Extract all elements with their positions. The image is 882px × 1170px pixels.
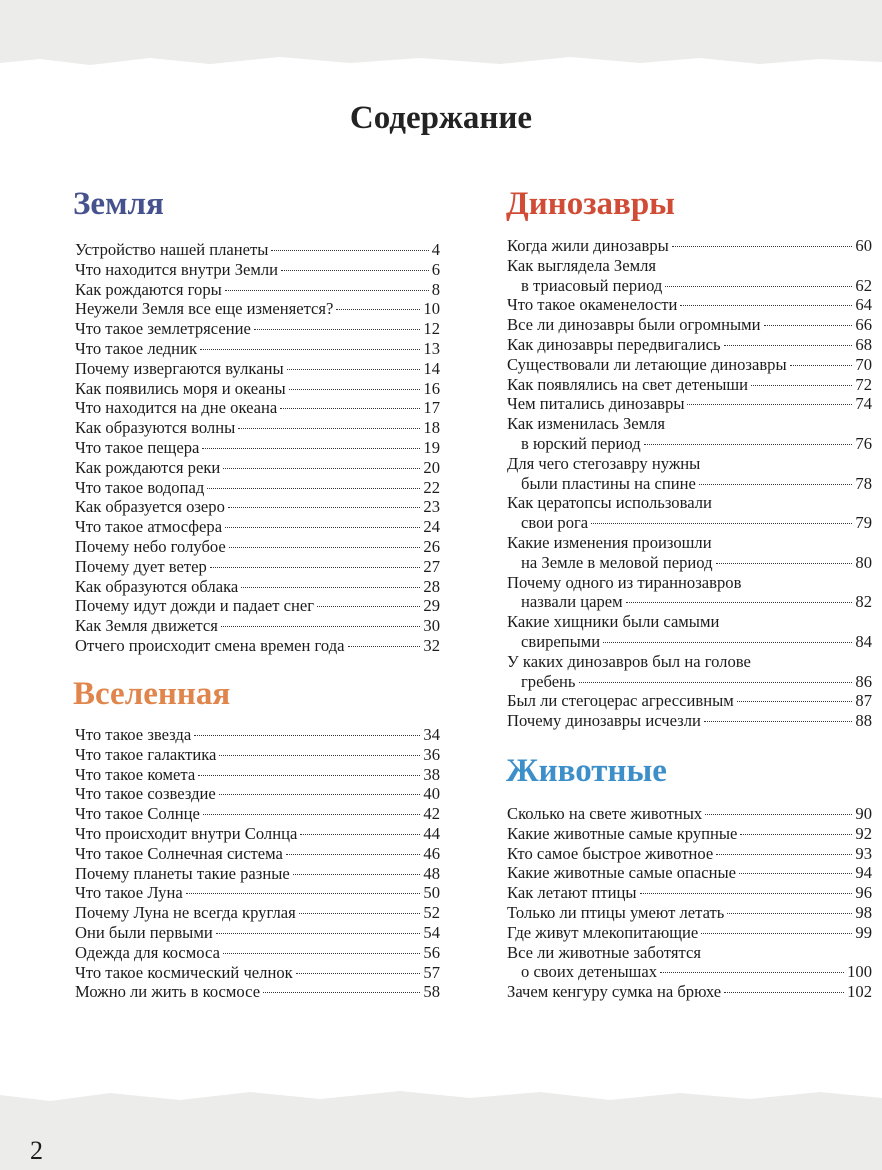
- dot-leader: [672, 246, 853, 247]
- toc-entry-title: Что такое землетрясение: [75, 319, 251, 339]
- toc-entry-title: Как появлялись на свет детеныши: [507, 374, 749, 394]
- toc-entry: [75, 438, 440, 458]
- dot-leader: [221, 626, 421, 627]
- toc-entry: [507, 335, 872, 355]
- toc-entry: [75, 725, 440, 745]
- toc-entry-page: 28: [423, 576, 440, 596]
- toc-entry: [75, 765, 440, 785]
- dot-leader: [207, 488, 420, 489]
- toc-entry-page: 92: [855, 823, 872, 843]
- dot-leader: [687, 404, 852, 405]
- section-heading-vselennaya: Вселенная: [73, 676, 231, 712]
- toc-entry-continuation: [507, 513, 872, 533]
- dot-leader: [716, 563, 853, 564]
- toc-entry-page: 27: [423, 556, 440, 576]
- dot-leader: [640, 893, 853, 894]
- toc-entry-title: Как рождаются горы: [75, 279, 222, 299]
- toc-entry-page: 17: [423, 398, 440, 418]
- toc-entry: [75, 537, 440, 557]
- toc-list-vselennaya: [75, 725, 440, 1002]
- toc-entry-page: 14: [423, 358, 440, 378]
- dot-leader: [724, 345, 853, 346]
- toc-entry-title-cont: свои рога: [521, 513, 589, 533]
- section-heading-dinozavry: Динозавры: [506, 186, 675, 222]
- toc-entry-page: 32: [423, 635, 440, 655]
- toc-entry-title: Отчего происходит смена времен года: [75, 635, 345, 655]
- toc-entry: [75, 359, 440, 379]
- toc-entry-title: Какие изменения произошли: [507, 532, 712, 552]
- toc-entry: [75, 319, 440, 339]
- dot-leader: [202, 448, 420, 449]
- toc-entry: [75, 903, 440, 923]
- dot-leader: [317, 606, 420, 607]
- page-title: Содержание: [349, 100, 533, 136]
- toc-entry-page: 72: [855, 374, 872, 394]
- toc-entry-page: 24: [423, 517, 440, 537]
- toc-entry: [75, 784, 440, 804]
- dot-leader: [186, 893, 421, 894]
- dot-leader: [300, 834, 420, 835]
- toc-entry-title: Почему идут дожди и падает снег: [75, 596, 315, 616]
- toc-entry-title: Что такое ледник: [75, 338, 198, 358]
- toc-entry: [507, 982, 872, 1002]
- toc-entry-title-cont: гребень: [521, 671, 576, 691]
- toc-entry-page: 62: [855, 275, 872, 295]
- toc-entry-title: Все ли животные заботятся: [507, 942, 701, 962]
- toc-entry-page: 4: [431, 240, 440, 259]
- toc-entry-page: 22: [423, 477, 440, 497]
- dot-leader: [751, 385, 852, 386]
- toc-entry: [507, 295, 872, 315]
- toc-entry-page: 46: [423, 843, 440, 863]
- toc-entry-title: Устройство нашей планеты: [75, 240, 269, 259]
- toc-entry-page: 6: [431, 259, 440, 279]
- toc-entry-title: Что такое водопад: [75, 477, 205, 497]
- toc-entry: [507, 394, 872, 414]
- toc-entry-page: 100: [847, 962, 872, 982]
- toc-entry-title-cont: назвали царем: [521, 592, 623, 612]
- dot-leader: [223, 468, 420, 469]
- dot-leader: [219, 794, 421, 795]
- toc-entry-page: 64: [855, 295, 872, 315]
- toc-entry-page: 57: [423, 962, 440, 982]
- toc-entry-title: Как выглядела Земля: [507, 255, 656, 275]
- toc-entry: [507, 454, 872, 494]
- toc-entry-page: 78: [855, 473, 872, 493]
- toc-entry: [507, 863, 872, 883]
- dot-leader: [203, 814, 421, 815]
- toc-entry-title: Зачем кенгуру сумка на брюхе: [507, 982, 722, 1002]
- toc-entry: [75, 418, 440, 438]
- toc-entry-title: Что такое комета: [75, 764, 196, 784]
- toc-entry-title: Был ли стегоцерас агрессивным: [507, 691, 734, 711]
- toc-entry-page: 102: [847, 982, 872, 1002]
- toc-entry-title: Что такое Солнечная система: [75, 843, 283, 863]
- toc-entry: [75, 458, 440, 478]
- toc-entry-title: Почему небо голубое: [75, 536, 226, 556]
- toc-entry-page: 66: [855, 315, 872, 335]
- toc-entry-title-cont: в юрский период: [521, 433, 641, 453]
- toc-entry-title: Что находится внутри Земли: [75, 259, 279, 279]
- toc-entry-page: 82: [855, 592, 872, 612]
- toc-entry-continuation: [507, 632, 872, 652]
- toc-entry: [75, 982, 440, 1002]
- toc-entry-page: 58: [423, 982, 440, 1002]
- dot-leader: [348, 646, 421, 647]
- toc-entry: [507, 903, 872, 923]
- dot-leader: [296, 973, 421, 974]
- toc-entry-title: Что происходит внутри Солнца: [75, 823, 298, 843]
- toc-entry-title-cont: на Земле в меловой период: [521, 552, 713, 572]
- toc-entry-title: Как образуются волны: [75, 418, 236, 438]
- toc-entry-continuation: [507, 672, 872, 692]
- toc-entry-page: 26: [423, 536, 440, 556]
- dot-leader: [603, 642, 852, 643]
- dot-leader: [299, 913, 421, 914]
- toc-entry-title-cont: свирепыми: [521, 631, 601, 651]
- dot-leader: [223, 953, 420, 954]
- dot-leader: [289, 389, 421, 390]
- toc-entry-page: 42: [423, 804, 440, 824]
- toc-entry-title-cont: в триасовый период: [521, 275, 663, 295]
- toc-entry: [75, 824, 440, 844]
- toc-list-dinozavry: [507, 236, 872, 731]
- toc-entry-title: Что такое созвездие: [75, 784, 216, 804]
- toc-entry-page: 18: [423, 418, 440, 438]
- toc-entry-page: 30: [423, 616, 440, 636]
- toc-entry: [75, 478, 440, 498]
- toc-entry-title: Что такое звезда: [75, 725, 192, 744]
- toc-entry: [507, 493, 872, 533]
- toc-entry: [507, 612, 872, 652]
- toc-entry: [75, 943, 440, 963]
- toc-entry-page: 10: [423, 299, 440, 319]
- toc-entry-title: Почему динозавры исчезли: [507, 711, 701, 731]
- toc-entry-page: 80: [855, 552, 872, 572]
- dot-leader: [724, 992, 844, 993]
- toc-entry: [75, 240, 440, 260]
- toc-entry: [75, 804, 440, 824]
- dot-leader: [701, 933, 852, 934]
- toc-entry: [507, 824, 872, 844]
- toc-entry-continuation: [507, 962, 872, 982]
- dot-leader: [229, 547, 421, 548]
- toc-entry: [75, 260, 440, 280]
- dot-leader: [626, 602, 853, 603]
- toc-entry-page: 8: [431, 279, 440, 299]
- toc-entry: [507, 923, 872, 943]
- toc-entry-title: Только ли птицы умеют летать: [507, 902, 725, 922]
- dot-leader: [727, 913, 852, 914]
- toc-entry-title: Чем питались динозавры: [507, 394, 685, 414]
- toc-entry-title: Почему одного из тираннозавров: [507, 572, 742, 592]
- dot-leader: [680, 305, 852, 306]
- toc-entry: [507, 711, 872, 731]
- toc-entry: [75, 745, 440, 765]
- toc-entry-title: Как рождаются реки: [75, 457, 221, 477]
- dot-leader: [194, 735, 420, 736]
- toc-entry-page: 16: [423, 378, 440, 398]
- dot-leader: [225, 290, 429, 291]
- toc-entry-title: Все ли динозавры были огромными: [507, 315, 761, 335]
- toc-entry-page: 74: [855, 394, 872, 414]
- toc-entry-title: У каких динозавров был на голове: [507, 651, 751, 671]
- toc-list-zemlya: [75, 240, 440, 656]
- toc-entry: [507, 236, 872, 256]
- toc-entry-page: 79: [855, 513, 872, 533]
- toc-entry-title: Сколько на свете животных: [507, 804, 703, 823]
- toc-entry-page: 60: [855, 236, 872, 255]
- toc-entry: [75, 280, 440, 300]
- toc-entry-title: Как динозавры передвигались: [507, 334, 721, 354]
- dot-leader: [238, 428, 420, 429]
- dot-leader: [216, 933, 421, 934]
- toc-entry-title: Что находится на дне океана: [75, 398, 278, 418]
- toc-entry-title: Что такое Солнце: [75, 804, 200, 824]
- dot-leader: [740, 834, 852, 835]
- toc-entry: [75, 379, 440, 399]
- toc-entry: [75, 883, 440, 903]
- toc-entry-page: 68: [855, 334, 872, 354]
- toc-entry-title-cont: о своих детенышах: [521, 962, 658, 982]
- toc-entry: [507, 414, 872, 454]
- toc-entry-continuation: [507, 434, 872, 454]
- section-heading-zhivotnye: Животные: [506, 753, 667, 789]
- toc-entry-title: Что такое Луна: [75, 883, 183, 903]
- toc-entry-title: Как появились моря и океаны: [75, 378, 286, 398]
- toc-entry: [75, 636, 440, 656]
- toc-entry-page: 36: [423, 744, 440, 764]
- dot-leader: [263, 992, 420, 993]
- toc-entry: [507, 844, 872, 864]
- dot-leader: [286, 854, 420, 855]
- dot-leader: [704, 721, 853, 722]
- toc-entry: [507, 315, 872, 335]
- toc-entry: [75, 497, 440, 517]
- toc-entry-title: Что такое галактика: [75, 744, 217, 764]
- toc-entry-page: 94: [855, 863, 872, 883]
- toc-entry: [507, 533, 872, 573]
- toc-entry-page: 76: [855, 433, 872, 453]
- dot-leader: [210, 567, 421, 568]
- toc-entry-title: Как Земля движется: [75, 616, 218, 636]
- toc-entry-page: 20: [423, 457, 440, 477]
- toc-entry: [507, 883, 872, 903]
- toc-entry-page: 23: [423, 497, 440, 517]
- toc-entry: [75, 517, 440, 537]
- toc-entry-page: 44: [423, 823, 440, 843]
- toc-entry-page: 50: [423, 883, 440, 903]
- dot-leader: [665, 286, 852, 287]
- toc-entry-title: Когда жили динозавры: [507, 236, 669, 255]
- toc-entry: [507, 943, 872, 983]
- toc-entry: [75, 963, 440, 983]
- toc-entry-page: 70: [855, 354, 872, 374]
- toc-entry: [507, 573, 872, 613]
- toc-entry-page: 48: [423, 863, 440, 883]
- toc-entry-title: Как образуется озеро: [75, 497, 225, 517]
- dot-leader: [280, 408, 420, 409]
- toc-list-zhivotnye: [507, 804, 872, 1002]
- dot-leader: [225, 527, 420, 528]
- toc-entry-continuation: [507, 276, 872, 296]
- toc-entry: [75, 864, 440, 884]
- toc-entry-page: 99: [855, 922, 872, 942]
- toc-entry-title: Почему дует ветер: [75, 556, 207, 576]
- dot-leader: [219, 755, 420, 756]
- toc-entry-title: Для чего стегозавру нужны: [507, 453, 701, 473]
- toc-entry-title: Что такое атмосфера: [75, 517, 223, 537]
- toc-entry-page: 19: [423, 437, 440, 457]
- dot-leader: [739, 873, 852, 874]
- toc-entry-title: Где живут млекопитающие: [507, 922, 699, 942]
- toc-entry-page: 90: [855, 804, 872, 823]
- toc-entry-page: 13: [423, 338, 440, 358]
- toc-entry-continuation: [507, 474, 872, 494]
- toc-entry-page: 54: [423, 922, 440, 942]
- toc-entry: [75, 398, 440, 418]
- toc-entry-title: Они были первыми: [75, 922, 213, 942]
- toc-entry-title: Как образуются облака: [75, 576, 239, 596]
- dot-leader: [660, 972, 844, 973]
- toc-entry-page: 29: [423, 596, 440, 616]
- toc-entry: [507, 804, 872, 824]
- toc-entry-title: Одежда для космоса: [75, 942, 220, 962]
- toc-entry-page: 86: [855, 671, 872, 691]
- toc-entry-page: 56: [423, 942, 440, 962]
- dot-leader: [764, 325, 853, 326]
- toc-entry-title: Почему извергаются вулканы: [75, 358, 284, 378]
- toc-entry-page: 52: [423, 903, 440, 923]
- toc-entry: [507, 256, 872, 296]
- toc-entry: [507, 375, 872, 395]
- toc-entry-continuation: [507, 553, 872, 573]
- toc-entry-page: 96: [855, 883, 872, 903]
- toc-entry-page: 40: [423, 784, 440, 804]
- toc-entry-title: Как цератопсы использовали: [507, 493, 712, 513]
- dot-leader: [699, 484, 853, 485]
- toc-entry-title: Какие животные самые опасные: [507, 863, 737, 883]
- dot-leader: [241, 587, 420, 588]
- toc-entry-title: Какие хищники были самыми: [507, 612, 720, 632]
- toc-entry-title: Почему Луна не всегда круглая: [75, 903, 296, 923]
- toc-entry-title: Что такое космический челнок: [75, 962, 293, 982]
- toc-entry-title: Что такое окаменелости: [507, 295, 678, 315]
- dot-leader: [200, 349, 420, 350]
- toc-entry-title: Можно ли жить в космосе: [75, 982, 261, 1002]
- toc-entry-title: Как изменилась Земля: [507, 414, 666, 434]
- dot-leader: [287, 369, 421, 370]
- dot-leader: [644, 444, 853, 445]
- toc-entry: [75, 577, 440, 597]
- dot-leader: [271, 250, 428, 251]
- dot-leader: [790, 365, 853, 366]
- dot-leader: [336, 309, 420, 310]
- toc-entry-page: 38: [423, 764, 440, 784]
- toc-entry-page: 87: [855, 691, 872, 711]
- dot-leader: [254, 329, 421, 330]
- toc-entry-title: Как летают птицы: [507, 883, 637, 903]
- toc-entry-title: Какие животные самые крупные: [507, 823, 738, 843]
- toc-entry: [75, 923, 440, 943]
- toc-entry-title: Существовали ли летающие динозавры: [507, 354, 787, 374]
- toc-entry-page: 88: [855, 711, 872, 731]
- dot-leader: [198, 775, 420, 776]
- toc-entry-page: 34: [423, 725, 440, 744]
- toc-entry-title: Что такое пещера: [75, 437, 200, 457]
- dot-leader: [591, 523, 852, 524]
- section-heading-zemlya: Земля: [73, 186, 164, 222]
- toc-entry: [75, 299, 440, 319]
- dot-leader: [281, 270, 429, 271]
- toc-entry-page: 98: [855, 902, 872, 922]
- toc-entry: [75, 596, 440, 616]
- toc-entry: [75, 557, 440, 577]
- toc-entry: [75, 616, 440, 636]
- dot-leader: [293, 874, 421, 875]
- toc-entry: [507, 355, 872, 375]
- toc-entry-page: 84: [855, 631, 872, 651]
- toc-entry-title-cont: были пластины на спине: [521, 473, 696, 493]
- page-number: 2: [30, 1136, 43, 1165]
- toc-entry: [507, 652, 872, 692]
- toc-entry-page: 93: [855, 843, 872, 863]
- toc-entry-page: 12: [423, 319, 440, 339]
- dot-leader: [228, 507, 421, 508]
- toc-entry-title: Почему планеты такие разные: [75, 863, 290, 883]
- dot-leader: [716, 854, 852, 855]
- toc-entry-title: Неужели Земля все еще изменяется?: [75, 299, 334, 319]
- toc-entry: [75, 844, 440, 864]
- toc-entry: [75, 339, 440, 359]
- toc-entry-title: Кто самое быстрое животное: [507, 843, 714, 863]
- toc-entry: [507, 691, 872, 711]
- toc-entry-continuation: [507, 592, 872, 612]
- dot-leader: [705, 814, 852, 815]
- dot-leader: [579, 682, 853, 683]
- dot-leader: [737, 701, 853, 702]
